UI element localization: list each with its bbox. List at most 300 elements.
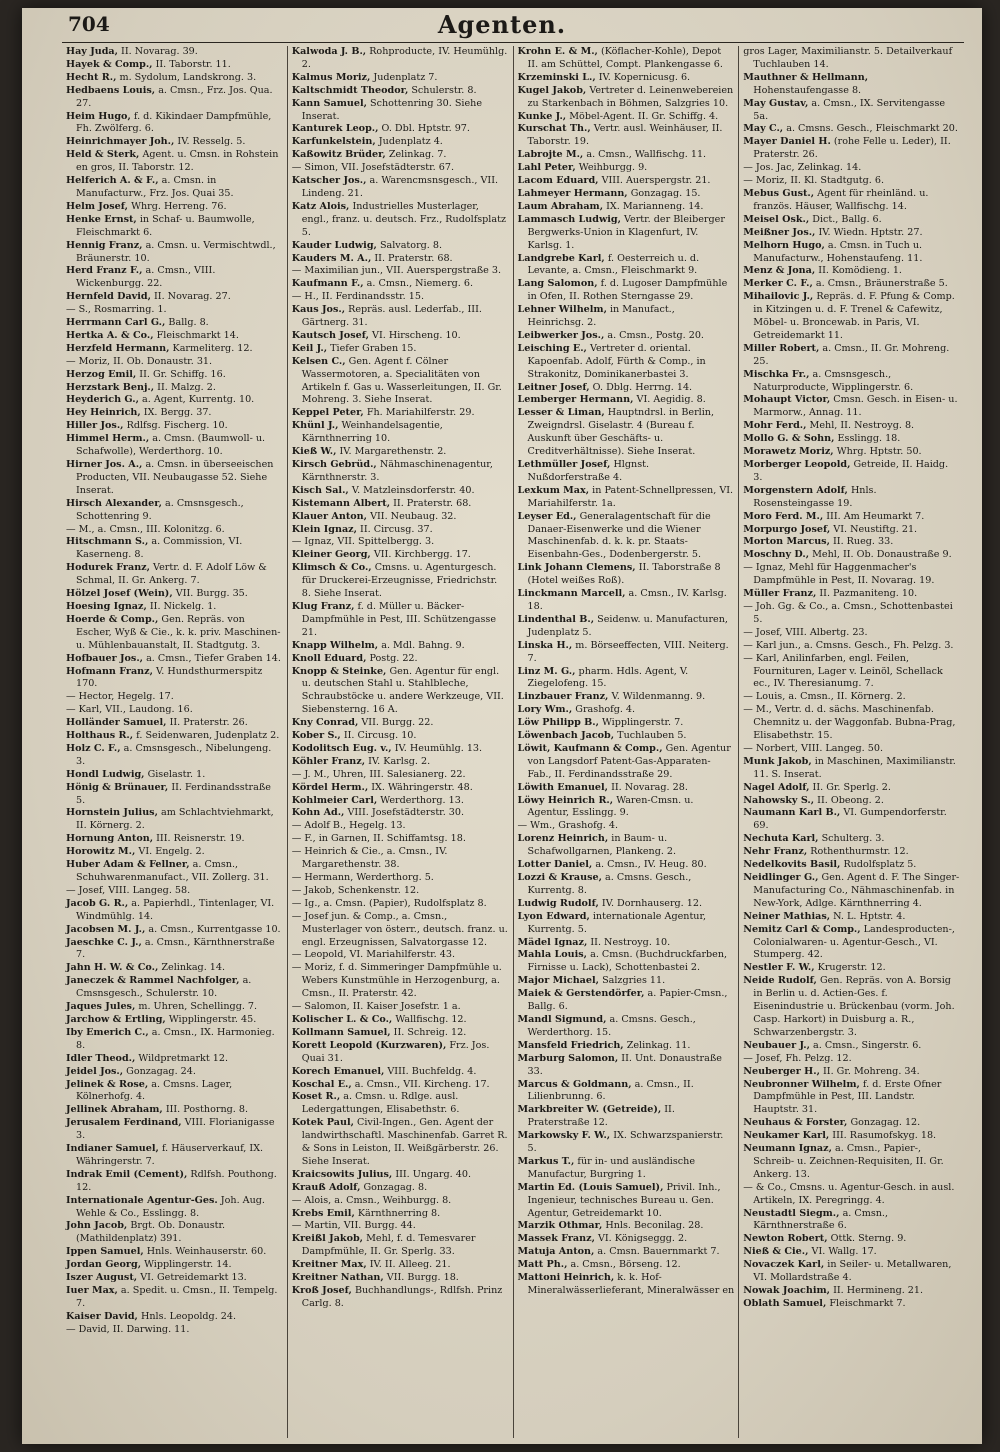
directory-entry <box>743 640 960 653</box>
directory-entry <box>743 924 960 963</box>
entry-details: Seidenw. u. Manufacturen, Judenplatz 5. <box>527 613 728 638</box>
entry-name: Markbreiter W. (Getreide), <box>517 1104 662 1116</box>
directory-entry <box>518 85 735 111</box>
directory-entry <box>292 1208 509 1221</box>
directory-entry <box>292 85 509 98</box>
entry-name: Lorenz Heinrich, <box>517 833 609 845</box>
entry-name: Lahl Peter, <box>517 162 576 174</box>
entry-details: Esslingg. 18. <box>837 433 901 445</box>
entry-details: Hnls. Leopoldg. 24. <box>140 1310 237 1322</box>
entry-details: V. Hundsthurmerspitz 170. <box>76 665 263 690</box>
directory-entry <box>66 459 283 498</box>
entry-name: Herzstark Benj., <box>66 381 155 393</box>
directory-entry <box>66 1066 283 1079</box>
entry-name: Hornung Anton, <box>66 833 154 845</box>
entry-details: II. Ferdinandsstraße 5. <box>76 781 271 806</box>
entry-name: — Moriz, <box>291 962 336 974</box>
directory-entry <box>518 975 735 988</box>
directory-entry <box>66 1014 283 1027</box>
directory-entry <box>66 924 283 937</box>
entry-name: Heinrichmayer Joh., <box>66 136 175 148</box>
directory-entry <box>66 1324 283 1337</box>
entry-details: Generalagentschaft für die Danaer-Eisenwerke und die Wiener Maschinenfab. d. k. k. pr. Staats-Eisenbahn-Ges., Dodenbergerstr. 5. <box>527 510 711 561</box>
entry-name: Jerusalem Ferdinand, <box>66 1117 182 1129</box>
entry-details: a. Cmsn., IX. Servitengasse 5a. <box>753 97 946 122</box>
entry-name: Iby Emerich C., <box>66 1026 149 1038</box>
directory-entry <box>66 1001 283 1014</box>
directory-entry <box>66 85 283 111</box>
entry-name: Nechuta Karl, <box>743 833 819 845</box>
entry-name: — M., <box>66 523 95 535</box>
entry-name: Löwenbach Jacob, <box>517 730 615 742</box>
entry-details: a. Commission, VI. Kaserneng. 8. <box>76 536 243 561</box>
entry-details: a. Cmsn., Weihburgg. 8. <box>334 1194 452 1206</box>
directory-entry <box>743 691 960 704</box>
directory-entry <box>743 72 960 98</box>
entry-details: in Manufact., Heinrichsg. 2. <box>527 304 675 329</box>
directory-entry <box>518 188 735 201</box>
entry-name: Leitner Josef, <box>517 381 590 393</box>
entry-details: O. Dblg. Herrng. 14. <box>592 381 693 393</box>
entry-name: Kalmus Moriz, <box>291 71 371 83</box>
entry-name: Neidlinger G., <box>743 872 819 883</box>
directory-entry <box>743 369 960 395</box>
directory-entry <box>66 201 283 214</box>
entry-name: — M., <box>743 704 772 716</box>
entry-name: Mädel Ignaz, <box>517 936 588 948</box>
entry-details: (Köflacher-Kohle), Depot II. am Schüttel, Compt. Plankengasse 6. <box>527 46 723 70</box>
entry-details: a. Cmsn., Kärnthnerstraße 7. <box>76 936 275 961</box>
entry-details: a. Cmsn., IV. Heug. 80. <box>595 859 707 871</box>
directory-entry <box>292 1079 509 1092</box>
directory-entry <box>518 1053 735 1079</box>
directory-entry <box>292 1272 509 1285</box>
directory-entry <box>66 859 283 885</box>
directory-entry <box>743 536 960 549</box>
entry-name: Janeczek & Rammel Nachfolger, <box>66 975 240 987</box>
entry-details: Fleischmarkt 7. <box>829 1297 906 1309</box>
entry-details: a. Cmsn., II. Lilienbrunng. 6. <box>527 1078 694 1103</box>
entry-details: a. Papierhdl., Tintenlager, VI. Windmühlg. 14. <box>76 897 275 922</box>
directory-entry <box>292 846 509 872</box>
entry-details: in Garnen, II. Schiffamtsg. 18. <box>318 833 466 845</box>
directory-entry <box>66 149 283 175</box>
entry-name: — Hermann, <box>291 872 354 883</box>
directory-entry <box>518 1182 735 1221</box>
entry-details: a. Cmsnsgesch., Schottenring 9. <box>76 497 244 522</box>
directory-entry <box>292 1220 509 1233</box>
entry-name: Kreitner Nathan, <box>291 1272 384 1284</box>
entry-details: a. Cmsn., IX. Harmonieg. 8. <box>76 1026 275 1051</box>
directory-entry <box>518 859 735 872</box>
entry-name: Leyser Ed., <box>517 510 577 522</box>
entry-name: Morpurgo Josef, <box>743 523 831 535</box>
entry-name: Mollo G. & Sohn, <box>743 433 835 445</box>
entry-name: Kreißl Jakob, <box>291 1233 364 1245</box>
directory-entry <box>292 562 509 601</box>
entry-name: Lotter Daniel, <box>517 859 593 871</box>
entry-details: VI. Königseggg. 2. <box>597 1233 688 1245</box>
entry-details: Hegelg. 17. <box>117 691 174 703</box>
directory-entry <box>518 717 735 730</box>
entry-details: Schottenring 30. Siehe Inserat. <box>301 97 483 122</box>
directory-entry <box>66 356 283 369</box>
entry-details: Cmsns. u. Agenturgesch. für Druckerei-Erzeugnisse, Friedrichstr. 8. Siehe Inserat. <box>301 562 498 600</box>
entry-details: Wildpretmarkt 12. <box>138 1052 229 1064</box>
entry-name: Jaques Jules, <box>66 1001 136 1013</box>
entry-name: Krohn E. & M., <box>517 46 598 57</box>
entry-name: Jarchow & Ertling, <box>66 1013 166 1025</box>
directory-entry <box>743 446 960 459</box>
directory-entry <box>743 562 960 588</box>
entry-details: II. Darwing. 11. <box>112 1323 190 1335</box>
entry-name: Marcus & Goldmann, <box>517 1078 632 1090</box>
entry-name: — Norbert, <box>743 742 798 754</box>
entry-details: a. Cmsnsgesch., Schulerstr. 10. <box>76 975 252 1000</box>
entry-details: a. Cmsn., Schottenbastei 5. <box>753 600 953 625</box>
entry-name: Mansfeld Friedrich, <box>517 1039 624 1051</box>
entry-details: Whrg. Hptstr. 50. <box>836 446 922 458</box>
entry-details: a. Cmsn., Börseng. 12. <box>570 1259 681 1271</box>
directory-entry <box>518 949 735 975</box>
entry-details: a. Cmsn., Bräunerstraße 5. <box>815 278 948 290</box>
directory-entry <box>292 330 509 343</box>
entry-name: — Josef, <box>743 626 783 638</box>
entry-details: VI. Wallg. 17. <box>811 1246 877 1258</box>
directory-entry <box>66 111 283 137</box>
entry-details: Rdlfsg. Fischerg. 10. <box>126 420 228 432</box>
entry-name: Müller Franz, <box>743 588 817 600</box>
entry-name: Hofbauer Jos., <box>66 652 144 664</box>
directory-entry <box>292 524 509 537</box>
entry-details: II. Praterstr. 68. <box>393 497 472 509</box>
entry-details: VII. Spittelbergg. 3. <box>337 536 435 548</box>
column-2 <box>288 46 514 1438</box>
directory-entry <box>292 1285 509 1311</box>
entry-details: a. Cmsn. in Tuch u. Manufacturw., Hohenstaufeng. 11. <box>753 239 923 264</box>
directory-entry <box>66 175 283 201</box>
entry-details: VIII. Josefstädterstr. 30. <box>347 807 465 819</box>
entry-details: VII. Burgg. 22. <box>361 717 434 729</box>
directory-entry <box>518 343 735 382</box>
entry-name: — Heinrich & Cie., <box>291 846 384 858</box>
directory-entry <box>292 278 509 291</box>
entry-details: Giselastr. 1. <box>147 768 206 780</box>
entry-details: am Schlachtviehmarkt, II. Körnerg. 2. <box>76 807 274 832</box>
entry-details: Karmeliterg. 12. <box>172 342 253 354</box>
directory-entry <box>292 201 509 240</box>
directory-entry <box>292 601 509 640</box>
entry-name: Hornstein Julius, <box>66 807 158 819</box>
entry-name: — Adolf B., <box>291 820 347 832</box>
entry-name: Katz Alois, <box>291 200 350 212</box>
entry-name: Meisel Osk., <box>743 213 810 225</box>
entry-details: VII. Burgg. 44. <box>343 1220 416 1232</box>
entry-details: II. Kaiser Josefstr. 1 a. <box>352 1001 461 1013</box>
directory-entry <box>743 975 960 1040</box>
entry-name: Indrak Emil (Cement), <box>66 1168 188 1180</box>
directory-entry <box>292 782 509 795</box>
entry-details: Judenplatz 7. <box>373 71 438 83</box>
entry-details: a. Spedit. u. Cmsn., II. Tempelg. 7. <box>76 1285 278 1309</box>
directory-entry <box>66 1272 283 1285</box>
entry-name: — Karl, <box>66 704 103 716</box>
entry-name: Ippen Samuel, <box>66 1246 144 1258</box>
entry-details: II. Gr. Mohreng. 34. <box>822 1065 920 1077</box>
entry-name: Laum Abraham, <box>517 200 604 212</box>
directory-entry <box>518 304 735 330</box>
directory-entry <box>292 536 509 549</box>
directory-entry <box>743 1130 960 1143</box>
entry-details: a. Cmsn., Frz. Jos. Qua. 27. <box>76 84 273 109</box>
directory-entry <box>743 511 960 524</box>
entry-details: a. Cmsns. Gesch., Kurrentg. 8. <box>527 872 692 896</box>
directory-entry <box>743 485 960 511</box>
entry-name: — Martin, <box>291 1220 341 1232</box>
directory-entry <box>518 111 735 124</box>
directory-entry <box>292 807 509 820</box>
entry-details: Agent. u. Cmsn. in Rohstein en gros, II. Taborstr. 12. <box>76 149 279 174</box>
directory-entry <box>743 588 960 601</box>
directory-entry <box>743 433 960 446</box>
entry-details: in Seiler- u. Metallwaren, VI. Mollardstraße 4. <box>753 1259 952 1284</box>
entry-details: Weihburgg. 9. <box>578 162 648 174</box>
directory-entry <box>743 1259 960 1285</box>
directory-entry <box>743 1182 960 1208</box>
directory-entry <box>518 1104 735 1130</box>
entry-name: Hitschmann S., <box>66 536 149 548</box>
directory-entry <box>743 343 960 369</box>
entry-name: Kaltschmidt Theodor, <box>291 84 409 96</box>
entry-name: Hiller Jos., <box>66 420 124 432</box>
directory-entry <box>743 807 960 833</box>
directory-entry <box>66 291 283 304</box>
entry-details: Gen. Agent d. F. The Singer-Manufacturing Co., Nähmaschinenfab. in New-York, Adlge. Kärnthnerring 4. <box>753 872 960 909</box>
entry-name: May C., <box>743 123 784 135</box>
directory-entry <box>518 640 735 666</box>
directory-entry <box>292 446 509 459</box>
directory-entry <box>66 382 283 395</box>
entry-details: a. Cmsn., II. Körnerg. 2. <box>788 691 906 703</box>
directory-entry <box>743 214 960 227</box>
directory-entry <box>292 240 509 253</box>
entry-details: VI. Mariahilferstr. 43. <box>349 949 455 961</box>
entry-name: Kaiser David, <box>66 1310 138 1322</box>
entry-details: a. Cmsn. (Baumwoll- u. Schafwolle), Werderthorg. 10. <box>76 433 266 458</box>
entry-details: II. Pazmaniteng. 10. <box>819 588 918 600</box>
entry-name: Morton Marcus, <box>743 536 830 548</box>
entry-details: Hnls. Rosensteingasse 19. <box>753 484 877 509</box>
directory-entry <box>743 795 960 808</box>
entry-name: Löwith Emanuel, <box>517 781 609 793</box>
entry-name: — Wm., <box>517 820 556 832</box>
directory-entry <box>743 1066 960 1079</box>
directory-entry <box>66 433 283 459</box>
entry-name: Iszer August, <box>66 1272 138 1284</box>
entry-details: IX. Währingerstr. 48. <box>371 781 473 793</box>
directory-entry <box>292 1040 509 1066</box>
entry-name: Linz M. G., <box>517 665 576 677</box>
entry-name: Kodolitsch Eug. v., <box>291 742 392 754</box>
entry-name: Nemitz Carl & Comp., <box>743 923 861 935</box>
directory-entry <box>743 420 960 433</box>
entry-name: Kisch Sal., <box>291 484 349 496</box>
directory-entry <box>518 795 735 821</box>
entry-name: Link Johann Clemens, <box>517 562 636 574</box>
entry-name: Nedelkovits Basil, <box>743 859 841 871</box>
entry-details: Vertr. d. d. sächs. Maschinenfab. Chemnitz u. der Waggonfab. Bubna-Prag, Elisabethstr. 15. <box>753 704 956 742</box>
directory-entry <box>292 149 509 162</box>
entry-name: Krauß Adolf, <box>291 1181 361 1193</box>
entry-name: Klug Franz, <box>291 600 355 612</box>
directory-entry <box>518 1130 735 1156</box>
entry-details: IV. Margarethenstr. 2. <box>339 446 447 458</box>
column-3 <box>514 46 740 1438</box>
entry-name: Köhler Franz, <box>291 755 366 767</box>
entry-details: Judenplatz 4. <box>378 136 443 148</box>
entry-details: II. Kl. Stadtgutg. 6. <box>790 175 885 187</box>
entry-details: a. Cmsn., Tiefer Graben 14. <box>146 652 281 664</box>
entry-details: II. Novarag. 28. <box>611 781 688 793</box>
entry-name: Karfunkelstein, <box>291 136 376 148</box>
entry-details: IX. Bergg. 37. <box>143 407 212 419</box>
entry-name: Lyon Edward, <box>517 910 590 922</box>
entry-details: a. Cmsn. u. Rdlge. ausl. Ledergattungen, Elisabethstr. 6. <box>301 1091 460 1116</box>
directory-entry <box>66 1027 283 1053</box>
directory-entry <box>743 782 960 795</box>
entry-details: a. Cmsn. (Buchdruckfarben, Firnisse u. Lack), Schottenbastei 2. <box>527 949 728 974</box>
entry-name: Melhorn Hugo, <box>743 239 825 251</box>
entry-name: Kraicsowits Julius, <box>291 1168 393 1180</box>
entry-details: VII. Josefstädterstr. 67. <box>341 162 455 174</box>
directory-entry <box>292 872 509 885</box>
entry-name: Hertka A. & Co., <box>66 329 154 341</box>
entry-name: Neuberger H., <box>743 1065 820 1077</box>
directory-entry <box>518 394 735 407</box>
directory-entry <box>292 175 509 201</box>
entry-name: Markus T., <box>517 1155 575 1167</box>
entry-name: — Jakob, <box>291 884 335 896</box>
entry-details: Brgt. Ob. Donaustr. (Mathildenplatz) 391. <box>76 1220 226 1245</box>
entry-name: Koset R., <box>291 1091 341 1103</box>
directory-entry <box>292 1182 509 1195</box>
directory-entry <box>66 1195 283 1221</box>
directory-entry <box>518 562 735 588</box>
entry-details: VI. Neustiftg. 21. <box>833 523 918 535</box>
entry-details: Zelinkag. 14. <box>797 162 862 174</box>
directory-entry <box>66 1246 283 1259</box>
entry-name: Lacom Eduard, <box>517 175 599 187</box>
directory-entry <box>743 1285 960 1298</box>
entry-name: Neiner Mathias, <box>743 910 831 922</box>
entry-details: Rosmarring. 1. <box>94 304 167 316</box>
entry-details: Schenkenstr. 12. <box>337 884 420 896</box>
entry-name: Indianer Samuel, <box>66 1143 159 1155</box>
entry-details: f. d. Kikindaer Dampfmühle, Fh. Zwölferg. 6. <box>76 110 272 135</box>
entry-details: VII., Laudong. 16. <box>105 704 193 716</box>
entry-name: — Moriz, <box>66 355 111 367</box>
entry-name: — Leopold, <box>291 949 347 961</box>
columns-container <box>62 46 964 1438</box>
entry-details: Vertreter d. Leinenwebereien zu Starkenbach in Böhmen, Salzgries 10. <box>527 84 734 109</box>
directory-entry <box>292 511 509 524</box>
entry-name: Ludwig Rudolf, <box>517 897 599 909</box>
directory-entry <box>518 730 735 743</box>
entry-name: Koschal E., <box>291 1078 352 1090</box>
entry-name: Löwit, Kaufmann & Comp., <box>517 742 663 754</box>
entry-details: Hohenstaufengasse 8. <box>753 84 862 96</box>
entry-details: a. Cmsn. (Papier), Rudolfsplatz 8. <box>323 897 487 909</box>
directory-entry <box>743 46 960 72</box>
entry-name: Merker C. F., <box>743 278 813 290</box>
entry-name: Meißner Jos., <box>743 226 816 238</box>
entry-details: a. Cmsns. Gesch., Fleischmarkt 20. <box>786 123 958 135</box>
entry-details: III. Rasumofskyg. 18. <box>832 1130 937 1142</box>
directory-entry <box>518 1233 735 1246</box>
directory-entry <box>292 1169 509 1182</box>
entry-name: Kistemann Albert, <box>291 497 391 509</box>
entry-details: a. Cmsns. Lager, Kölnerhofg. 4. <box>76 1078 233 1103</box>
entry-details: VI. Hirscheng. 10. <box>372 329 461 341</box>
entry-details: O. Dbl. Hptstr. 97. <box>381 123 470 135</box>
entry-name: Lammasch Ludwig, <box>517 213 621 225</box>
entry-name: Lemberger Hermann, <box>517 394 634 406</box>
entry-name: Munk Jakob, <box>743 755 812 767</box>
directory-entry <box>66 562 283 588</box>
directory-entry <box>292 911 509 950</box>
directory-entry <box>292 756 509 769</box>
entry-details: f. d. Lugoser Dampfmühle in Ofen, II. Rothen Sterngasse 29. <box>527 278 728 303</box>
entry-details: Schulerstr. 8. <box>411 84 477 96</box>
entry-name: Lang Salomon, <box>517 278 598 290</box>
directory-entry <box>292 136 509 149</box>
directory-entry <box>518 149 735 162</box>
entry-details: II. Nestroyg. 10. <box>590 936 671 948</box>
entry-details: a. Cmsns. Gesch., Werderthorg. 15. <box>527 1013 696 1038</box>
entry-name: May Gustav, <box>743 97 809 109</box>
directory-entry <box>66 420 283 433</box>
directory-entry <box>66 317 283 330</box>
entry-details: V. Matzleinsdorferstr. 40. <box>351 484 475 496</box>
entry-details: VIII. Langeg. 58. <box>108 884 191 896</box>
entry-name: Knopp & Steinke, <box>291 665 387 677</box>
entry-details: II. Obeong. 2. <box>817 794 884 806</box>
directory-entry <box>518 820 735 833</box>
entry-details: Fleischmarkt 14. <box>156 329 239 341</box>
entry-details: Postg. 22. <box>369 652 418 664</box>
directory-entry <box>66 498 283 524</box>
entry-details: Gen. Repräs. von A. Borsig in Berlin u. d. Actien-Ges. f. Eisenindustrie u. Brückenbau (vorm. Joh. Casp. Harkort) in Duisburg a. R., Schwarzenbergstr. 3. <box>753 975 955 1038</box>
entry-details: VI. Gumpendorferstr. 69. <box>753 807 947 832</box>
directory-entry <box>743 240 960 266</box>
entry-details: Vertr. der Bleiberger Bergwerks-Union in Klagenfurt, IV. Karlsg. 1. <box>527 213 725 251</box>
entry-name: Holthaus R., <box>66 730 134 742</box>
entry-details: a. Cmsn., Schuhwarenmanufact., VII. Zollerg. 31. <box>76 859 269 883</box>
directory-entry <box>743 756 960 782</box>
directory-entry <box>743 265 960 278</box>
entry-details: IV. Kopernicusg. 6. <box>598 71 691 83</box>
entry-name: Internationale Agentur-Ges. <box>66 1194 218 1206</box>
entry-name: Labrojte M., <box>517 149 584 161</box>
entry-details: Gonzagag. 15. <box>630 187 701 199</box>
directory-entry <box>66 730 283 743</box>
entry-details: a. Warencmsnsgesch., VII. Lindeng. 21. <box>301 175 499 199</box>
entry-name: Idler Theod., <box>66 1052 136 1064</box>
entry-name: Menz & Jona, <box>743 265 816 277</box>
entry-name: Hölzel Josef (Wein), <box>66 588 173 600</box>
directory-entry <box>66 343 283 356</box>
directory-entry <box>66 833 283 846</box>
